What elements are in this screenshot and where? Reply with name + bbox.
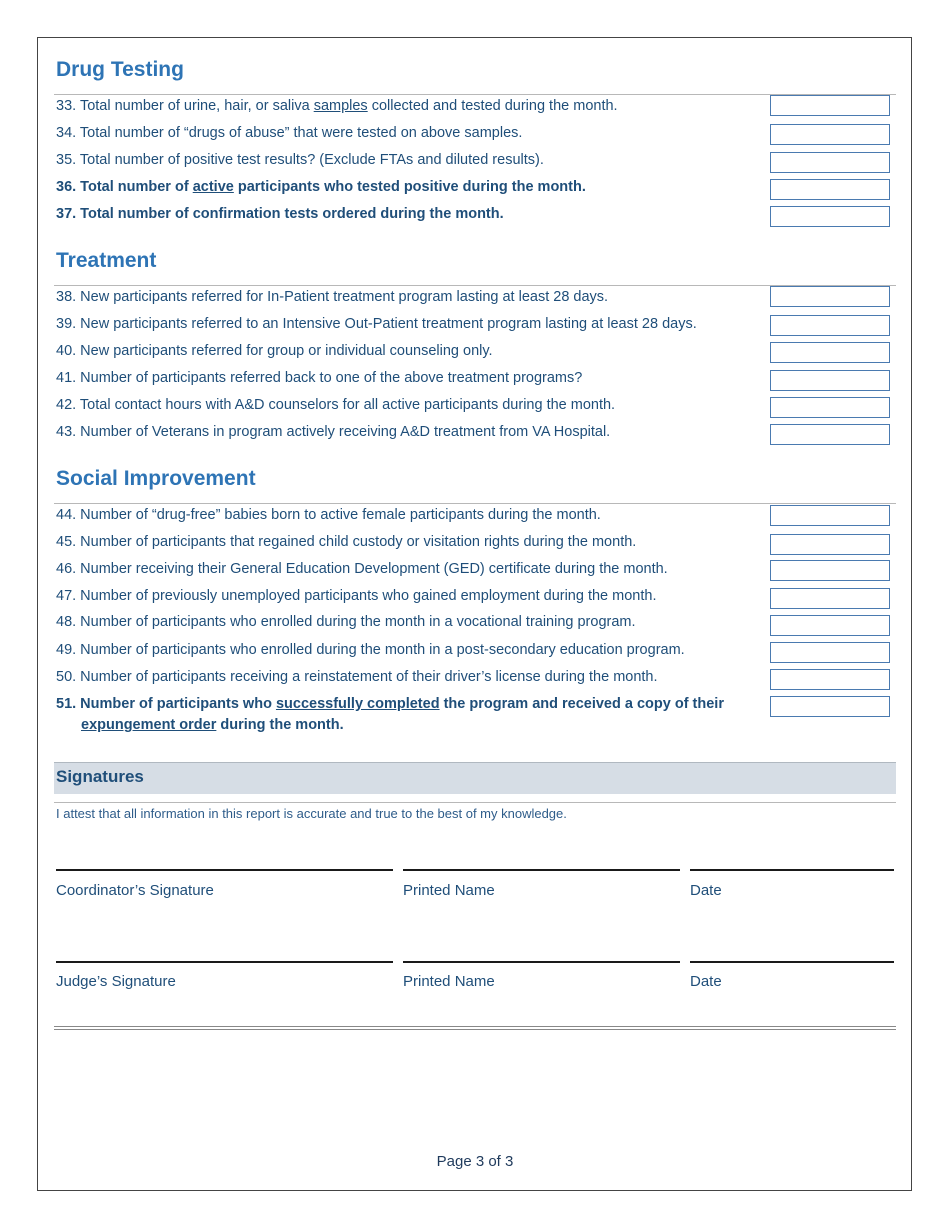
attestation-text: I attest that all information in this report is accurate and true to the best of my knowledge. — [56, 806, 567, 821]
question-39: 39. New participants referred to an Intensive Out-Patient treatment program lasting at least 28 days. — [56, 316, 697, 332]
date-label: Date — [690, 882, 722, 899]
question-36: 36. Total number of active participants who tested positive during the month. — [56, 179, 586, 195]
answer-box-49[interactable] — [770, 642, 890, 663]
signatures-header — [54, 762, 896, 794]
answer-box-35[interactable] — [770, 152, 890, 173]
answer-box-51[interactable] — [770, 696, 890, 717]
coordinator-date-line[interactable] — [690, 869, 894, 871]
printed-name-label: Printed Name — [403, 973, 495, 990]
answer-box-38[interactable] — [770, 286, 890, 307]
coordinator-printed-name-line[interactable] — [403, 869, 680, 871]
coordinator-signature-line[interactable] — [56, 869, 393, 871]
answer-box-41[interactable] — [770, 370, 890, 391]
judge-signature-label: Judge’s Signature — [56, 973, 176, 990]
question-46: 46. Number receiving their General Education Development (GED) certificate during the month. — [56, 561, 668, 577]
answer-box-46[interactable] — [770, 560, 890, 581]
answer-box-44[interactable] — [770, 505, 890, 526]
bottom-divider — [54, 1029, 896, 1030]
section-rule — [54, 503, 896, 504]
question-50: 50. Number of participants receiving a reinstatement of their driver’s license during the month. — [56, 669, 658, 685]
question-33: 33. Total number of urine, hair, or saliva samples collected and tested during the month. — [56, 98, 618, 114]
answer-box-34[interactable] — [770, 124, 890, 145]
question-34: 34. Total number of “drugs of abuse” that were tested on above samples. — [56, 125, 523, 141]
judge-date-line[interactable] — [690, 961, 894, 963]
section-heading-treatment: Treatment — [56, 249, 157, 272]
question-51-continued: expungement order during the month. — [81, 717, 344, 733]
answer-box-37[interactable] — [770, 206, 890, 227]
answer-box-40[interactable] — [770, 342, 890, 363]
section-rule — [54, 802, 896, 803]
answer-box-36[interactable] — [770, 179, 890, 200]
question-41: 41. Number of participants referred back to one of the above treatment programs? — [56, 370, 583, 386]
bottom-divider — [54, 1026, 896, 1027]
question-45: 45. Number of participants that regained child custody or visitation rights during the month. — [56, 534, 637, 550]
question-49: 49. Number of participants who enrolled during the month in a post-secondary education program. — [56, 642, 685, 658]
signatures-title: Signatures — [56, 767, 144, 786]
answer-box-45[interactable] — [770, 534, 890, 555]
question-37: 37. Total number of confirmation tests ordered during the month. — [56, 206, 504, 222]
answer-box-39[interactable] — [770, 315, 890, 336]
question-51: 51. Number of participants who successfully completed the program and received a copy of their — [56, 696, 724, 712]
question-44: 44. Number of “drug-free” babies born to active female participants during the month. — [56, 507, 601, 523]
section-heading-drug-testing: Drug Testing — [56, 58, 184, 81]
coordinator-signature-label: Coordinator’s Signature — [56, 882, 214, 899]
section-heading-social-improvement: Social Improvement — [56, 467, 256, 490]
answer-box-47[interactable] — [770, 588, 890, 609]
judge-printed-name-line[interactable] — [403, 961, 680, 963]
answer-box-42[interactable] — [770, 397, 890, 418]
answer-box-48[interactable] — [770, 615, 890, 636]
question-35: 35. Total number of positive test results? (Exclude FTAs and diluted results). — [56, 152, 544, 168]
question-48: 48. Number of participants who enrolled during the month in a vocational training program. — [56, 614, 636, 630]
date-label: Date — [690, 973, 722, 990]
answer-box-43[interactable] — [770, 424, 890, 445]
question-42: 42. Total contact hours with A&D counselors for all active participants during the month. — [56, 397, 616, 413]
question-43: 43. Number of Veterans in program actively receiving A&D treatment from VA Hospital. — [56, 424, 611, 440]
judge-signature-line[interactable] — [56, 961, 393, 963]
question-38: 38. New participants referred for In-Patient treatment program lasting at least 28 days. — [56, 289, 609, 305]
answer-box-50[interactable] — [770, 669, 890, 690]
question-40: 40. New participants referred for group or individual counseling only. — [56, 343, 493, 359]
page-number: Page 3 of 3 — [436, 1153, 514, 1170]
printed-name-label: Printed Name — [403, 882, 495, 899]
answer-box-33[interactable] — [770, 95, 890, 116]
question-47: 47. Number of previously unemployed participants who gained employment during the month. — [56, 588, 657, 604]
